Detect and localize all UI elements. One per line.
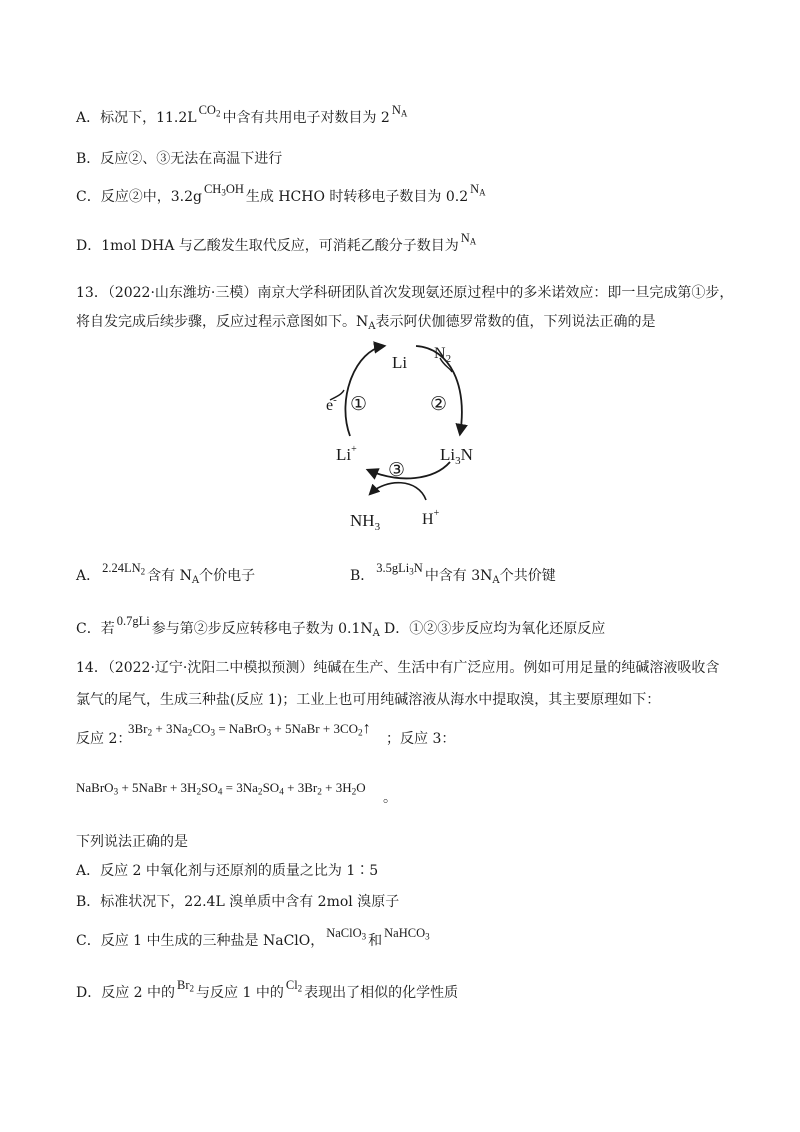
formula-na: $N_A$ (460, 231, 477, 247)
gas-arrow-icon: ↑ (362, 720, 371, 737)
q14-option-d: D．反应 2 中的 $Br_2$ 与反应 1 中的 $Cl_2$ 表现出了相似的化学性质 (76, 978, 459, 1001)
formula-cl2: $Cl_2$ (285, 978, 303, 994)
q12-option-b (76, 149, 282, 169)
q13-option-b: B． 3.5gLi$_3$N 中含有 $3N_A$个共价键 (350, 561, 556, 586)
q12-option-c (76, 182, 488, 207)
reaction-3-equation: NaBrO$_3$ + 5NaBr + $3H_2SO_4 = 3Na_2SO_4 + 3Br_2 + 3H_2O$ (76, 780, 366, 798)
q13-stem-line1 (76, 283, 733, 303)
question-stem: 13．（2022·山东潍坊·三模）南京大学科研团队首次发现氨还原过程中的多米诺效应：即一旦完成第①步， (76, 285, 734, 301)
step3-label: ③ (388, 460, 406, 481)
q12-option-d (76, 231, 478, 256)
q12-option-a (76, 103, 409, 128)
q14-stem-line2: 氯气的尾气，生成三种盐(反应 1)；工业上也可用纯碱溶液从海水中提取溴，其主要原理如下： (76, 692, 661, 708)
option-text: C．反应②中，3.2g (76, 189, 202, 205)
label-h-plus: H+ (422, 508, 440, 528)
label-nh3: $NH_3$ (350, 511, 381, 533)
formula-2-24l-n2: $2.24LN_2$ (102, 561, 146, 577)
q14-stem-line1: 14．（2022·辽宁·沈阳二中模拟预测）纯碱在生产、生活中有广泛应用。例如可用足量的纯碱溶液吸收含 (76, 660, 720, 676)
option-text: A．标况下，11.2L (76, 110, 197, 126)
reaction-2-label: 反应 2： (76, 731, 132, 747)
option-text: 生成 HCHO 时转移电子数目为 0.2 (245, 189, 469, 205)
step3-arrow (368, 462, 450, 478)
reaction-3-period: 。 (383, 790, 397, 806)
formula-nahco3: NaHCO$_3$ (384, 926, 430, 942)
q13-option-d: D．①②③步反应均为氧化还原反应 (384, 621, 606, 637)
option-text: D．1mol DHA 与乙酸发生取代反应，可消耗乙酸分子数目为 (76, 238, 459, 254)
q14-option-b: B．标准状况下，22.4L 溴单质中含有 2mol 溴原子 (76, 894, 400, 910)
label-n2: $N_2$ (434, 345, 452, 365)
h-to-nh3-arrow (370, 483, 426, 500)
step1-label: ① (350, 394, 368, 415)
reaction-cycle-diagram (300, 338, 500, 538)
formula-naclo3: NaClO$_3$ (326, 926, 367, 942)
formula-na: $N_A$ (391, 103, 408, 119)
formula-br2: $Br_2$ (177, 978, 195, 994)
formula-co2: $CO_2$ (198, 103, 221, 119)
q14-option-a: A．反应 2 中氧化剂与还原剂的质量之比为 1∶5 (76, 863, 379, 879)
reaction-3-label: ；反应 3： (386, 731, 456, 747)
q13-option-c: C．若 0.7gLi 参与第②步反应转移电子数为 $0.1N_A$ (76, 614, 380, 639)
q13-stem-line2: 将自发完成后续步骤，反应过程示意图如下。$N_A$表示阿伏伽德罗常数的值，下列说法正确的是 (76, 314, 656, 332)
q13-option-a: A． $2.24LN_2$ 含有 $N_A$个价电子 (76, 561, 256, 586)
step1-arrow (345, 346, 384, 436)
formula-na: $N_A$ (470, 182, 486, 198)
option-text: 中含有共用电子对数目为 2 (222, 110, 390, 126)
q14-option-c: C．反应 1 中生成的三种盐是 NaClO， NaClO$_3$ 和 NaHCO$_3$ (76, 926, 430, 949)
option-text: B．反应②、③无法在高温下进行 (76, 151, 283, 167)
formula-ch3oh: $CH_3OH$ (203, 182, 244, 198)
reaction-2-equation: $3Br_2 + 3Na_2CO_3$ = NaBrO$_3$ + 5NaBr + $3CO_2↑$ (128, 720, 371, 739)
step2-label: ② (430, 394, 448, 415)
formula-3-5g-li3n: 3.5gLi$_3$N (376, 561, 423, 577)
label-li3n: $Li_3N$ (440, 445, 473, 467)
label-li: Li (392, 353, 408, 372)
label-li-plus: Li+ (336, 444, 357, 464)
label-e-minus: e- (326, 394, 337, 414)
formula-0-7g-li: 0.7gLi (116, 614, 150, 628)
q14-ask: 下列说法正确的是 (76, 834, 188, 850)
